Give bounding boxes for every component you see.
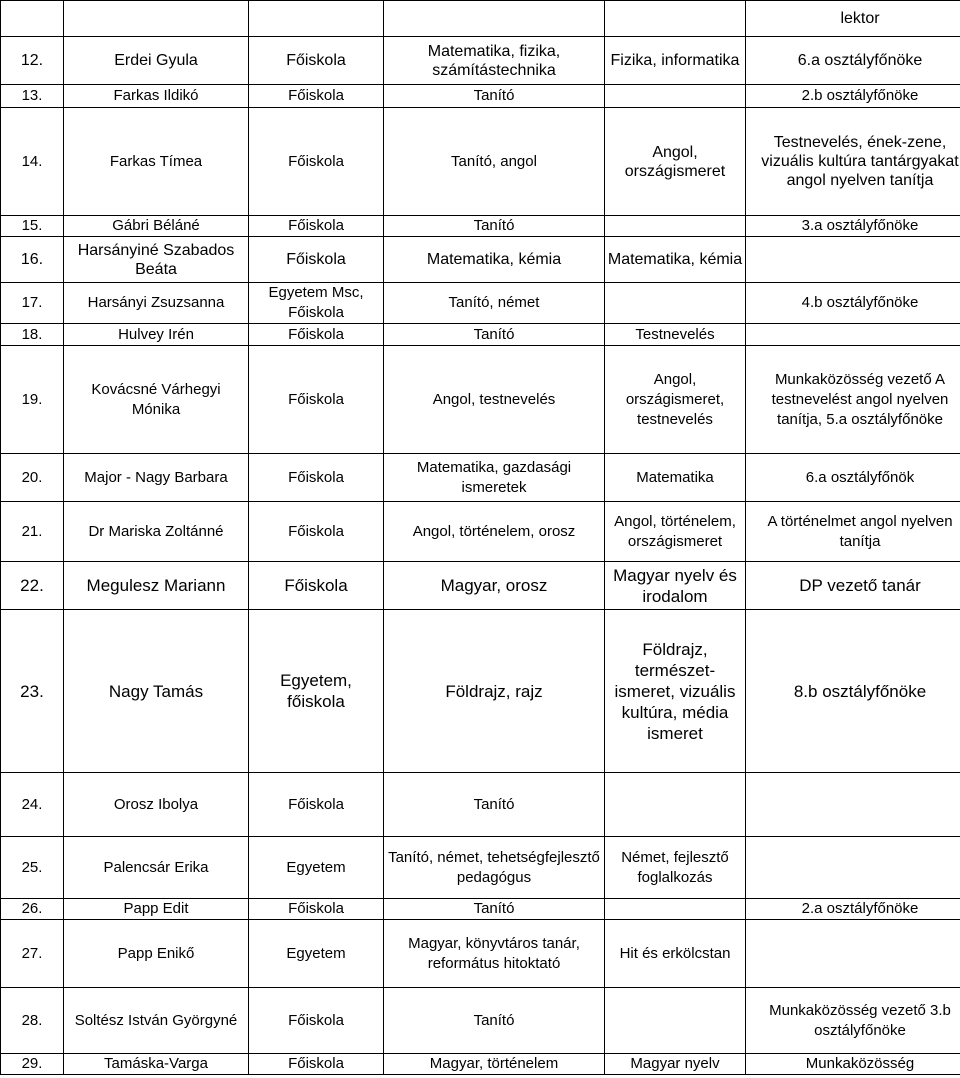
table-row xyxy=(1,85,960,108)
note: Testnevelés, ének-zene, vizuális kultúra tantárgyakat angol nyelven tanítja xyxy=(746,108,960,216)
qualification: Tanító xyxy=(384,773,605,837)
row-number: 12. xyxy=(1,37,64,85)
teacher-name: Papp Edit xyxy=(64,899,249,920)
row-number: 24. xyxy=(1,773,64,837)
subjects-taught: Matematika, kémia xyxy=(605,237,746,283)
row-number: 18. xyxy=(1,324,64,346)
table-row xyxy=(1,562,960,610)
teacher-name: Harsányi Zsuzsanna xyxy=(64,283,249,324)
row-number: 19. xyxy=(1,346,64,454)
qualification: Magyar, orosz xyxy=(384,562,605,610)
degree: Főiskola xyxy=(249,85,384,108)
table-row xyxy=(1,899,960,920)
note: 8.b osztályfőnöke xyxy=(746,610,960,773)
teacher-name: Farkas Tímea xyxy=(64,108,249,216)
qualification: Matematika, gazdasági ismeretek xyxy=(384,454,605,502)
subjects-taught xyxy=(605,85,746,108)
cell-empty xyxy=(605,1,746,37)
note xyxy=(746,837,960,899)
subjects-taught: Magyar nyelv és irodalom xyxy=(605,562,746,610)
teacher-name: Papp Enikő xyxy=(64,920,249,988)
qualification: Matematika, kémia xyxy=(384,237,605,283)
qualification: Földrajz, rajz xyxy=(384,610,605,773)
teacher-name: Major - Nagy Barbara xyxy=(64,454,249,502)
qualification: Tanító xyxy=(384,899,605,920)
table-row xyxy=(1,773,960,837)
row-number: 27. xyxy=(1,920,64,988)
teacher-name: Erdei Gyula xyxy=(64,37,249,85)
subjects-taught xyxy=(605,988,746,1054)
table-row xyxy=(1,1054,960,1075)
note xyxy=(746,237,960,283)
subjects-taught: Hit és erkölcstan xyxy=(605,920,746,988)
teacher-name: Soltész István Györgyné xyxy=(64,988,249,1054)
degree: Főiskola xyxy=(249,1054,384,1075)
note: 6.a osztályfőnöke xyxy=(746,37,960,85)
qualification: Angol, testnevelés xyxy=(384,346,605,454)
teacher-name: Kovácsné Várhegyi Mónika xyxy=(64,346,249,454)
qualification: Matematika, fizika, számítástechnika xyxy=(384,37,605,85)
table-row xyxy=(1,920,960,988)
subjects-taught: Magyar nyelv xyxy=(605,1054,746,1075)
teacher-name: Dr Mariska Zoltánné xyxy=(64,502,249,562)
degree: Egyetem, főiskola xyxy=(249,610,384,773)
row-number: 20. xyxy=(1,454,64,502)
qualification: Tanító xyxy=(384,85,605,108)
degree: Főiskola xyxy=(249,346,384,454)
subjects-taught: Fizika, informatika xyxy=(605,37,746,85)
table-row xyxy=(1,37,960,85)
subjects-taught xyxy=(605,773,746,837)
qualification: Magyar, könyvtáros tanár, református hitoktató xyxy=(384,920,605,988)
degree: Egyetem Msc, Főiskola xyxy=(249,283,384,324)
table-row xyxy=(1,454,960,502)
row-number: 26. xyxy=(1,899,64,920)
table-row xyxy=(1,1,960,37)
note: 2.a osztályfőnöke xyxy=(746,899,960,920)
table-row xyxy=(1,108,960,216)
degree: Főiskola xyxy=(249,324,384,346)
note xyxy=(746,920,960,988)
row-number: 14. xyxy=(1,108,64,216)
teacher-name: Megulesz Mariann xyxy=(64,562,249,610)
teacher-name: Farkas Ildikó xyxy=(64,85,249,108)
header-lektor: lektor xyxy=(746,1,960,37)
table-row xyxy=(1,237,960,283)
note: Munkaközösség vezető A testnevelést angol nyelven tanítja, 5.a osztályfőnöke xyxy=(746,346,960,454)
table-row xyxy=(1,988,960,1054)
subjects-taught xyxy=(605,899,746,920)
table-row xyxy=(1,610,960,773)
degree: Főiskola xyxy=(249,562,384,610)
note: 4.b osztályfőnöke xyxy=(746,283,960,324)
degree: Főiskola xyxy=(249,773,384,837)
note: 6.a osztályfőnök xyxy=(746,454,960,502)
row-number: 29. xyxy=(1,1054,64,1075)
subjects-taught: Matematika xyxy=(605,454,746,502)
subjects-taught xyxy=(605,283,746,324)
row-number: 23. xyxy=(1,610,64,773)
teacher-name: Gábri Béláné xyxy=(64,216,249,237)
table-row xyxy=(1,346,960,454)
qualification: Tanító xyxy=(384,988,605,1054)
subjects-taught xyxy=(605,216,746,237)
qualification: Tanító, német, tehetségfejlesztő pedagógus xyxy=(384,837,605,899)
table-row xyxy=(1,837,960,899)
subjects-taught: Angol, országismeret xyxy=(605,108,746,216)
note: Munkaközösség xyxy=(746,1054,960,1075)
table-row xyxy=(1,324,960,346)
degree: Egyetem xyxy=(249,837,384,899)
teacher-name: Harsányiné Szabados Beáta xyxy=(64,237,249,283)
qualification: Tanító xyxy=(384,324,605,346)
row-number: 21. xyxy=(1,502,64,562)
note: 3.a osztályfőnöke xyxy=(746,216,960,237)
row-number: 22. xyxy=(1,562,64,610)
cell-empty xyxy=(384,1,605,37)
degree: Főiskola xyxy=(249,502,384,562)
note xyxy=(746,324,960,346)
teacher-name: Nagy Tamás xyxy=(64,610,249,773)
qualification: Magyar, történelem xyxy=(384,1054,605,1075)
note: 2.b osztályfőnöke xyxy=(746,85,960,108)
teacher-name: Palencsár Erika xyxy=(64,837,249,899)
row-number: 15. xyxy=(1,216,64,237)
degree: Főiskola xyxy=(249,237,384,283)
degree: Főiskola xyxy=(249,988,384,1054)
teacher-name: Tamáska-Varga xyxy=(64,1054,249,1075)
degree: Főiskola xyxy=(249,37,384,85)
table-row xyxy=(1,283,960,324)
note: DP vezető tanár xyxy=(746,562,960,610)
subjects-taught: Angol, országismeret, testnevelés xyxy=(605,346,746,454)
qualification: Tanító xyxy=(384,216,605,237)
cell-empty xyxy=(64,1,249,37)
cell-empty xyxy=(249,1,384,37)
table-row xyxy=(1,502,960,562)
degree: Egyetem xyxy=(249,920,384,988)
teacher-name: Orosz Ibolya xyxy=(64,773,249,837)
cell-empty xyxy=(1,1,64,37)
row-number: 17. xyxy=(1,283,64,324)
row-number: 25. xyxy=(1,837,64,899)
row-number: 28. xyxy=(1,988,64,1054)
qualification: Tanító, angol xyxy=(384,108,605,216)
qualification: Tanító, német xyxy=(384,283,605,324)
degree: Főiskola xyxy=(249,216,384,237)
row-number: 16. xyxy=(1,237,64,283)
note: Munkaközösség vezető 3.b osztályfőnöke xyxy=(746,988,960,1054)
qualification: Angol, történelem, orosz xyxy=(384,502,605,562)
subjects-taught: Földrajz, természet-ismeret, vizuális kultúra, média ismeret xyxy=(605,610,746,773)
degree: Főiskola xyxy=(249,899,384,920)
note: A történelmet angol nyelven tanítja xyxy=(746,502,960,562)
row-number: 13. xyxy=(1,85,64,108)
table-row xyxy=(1,216,960,237)
subjects-taught: Német, fejlesztő foglalkozás xyxy=(605,837,746,899)
degree: Főiskola xyxy=(249,108,384,216)
degree: Főiskola xyxy=(249,454,384,502)
subjects-taught: Angol, történelem, országismeret xyxy=(605,502,746,562)
teacher-name: Hulvey Irén xyxy=(64,324,249,346)
subjects-taught: Testnevelés xyxy=(605,324,746,346)
note xyxy=(746,773,960,837)
